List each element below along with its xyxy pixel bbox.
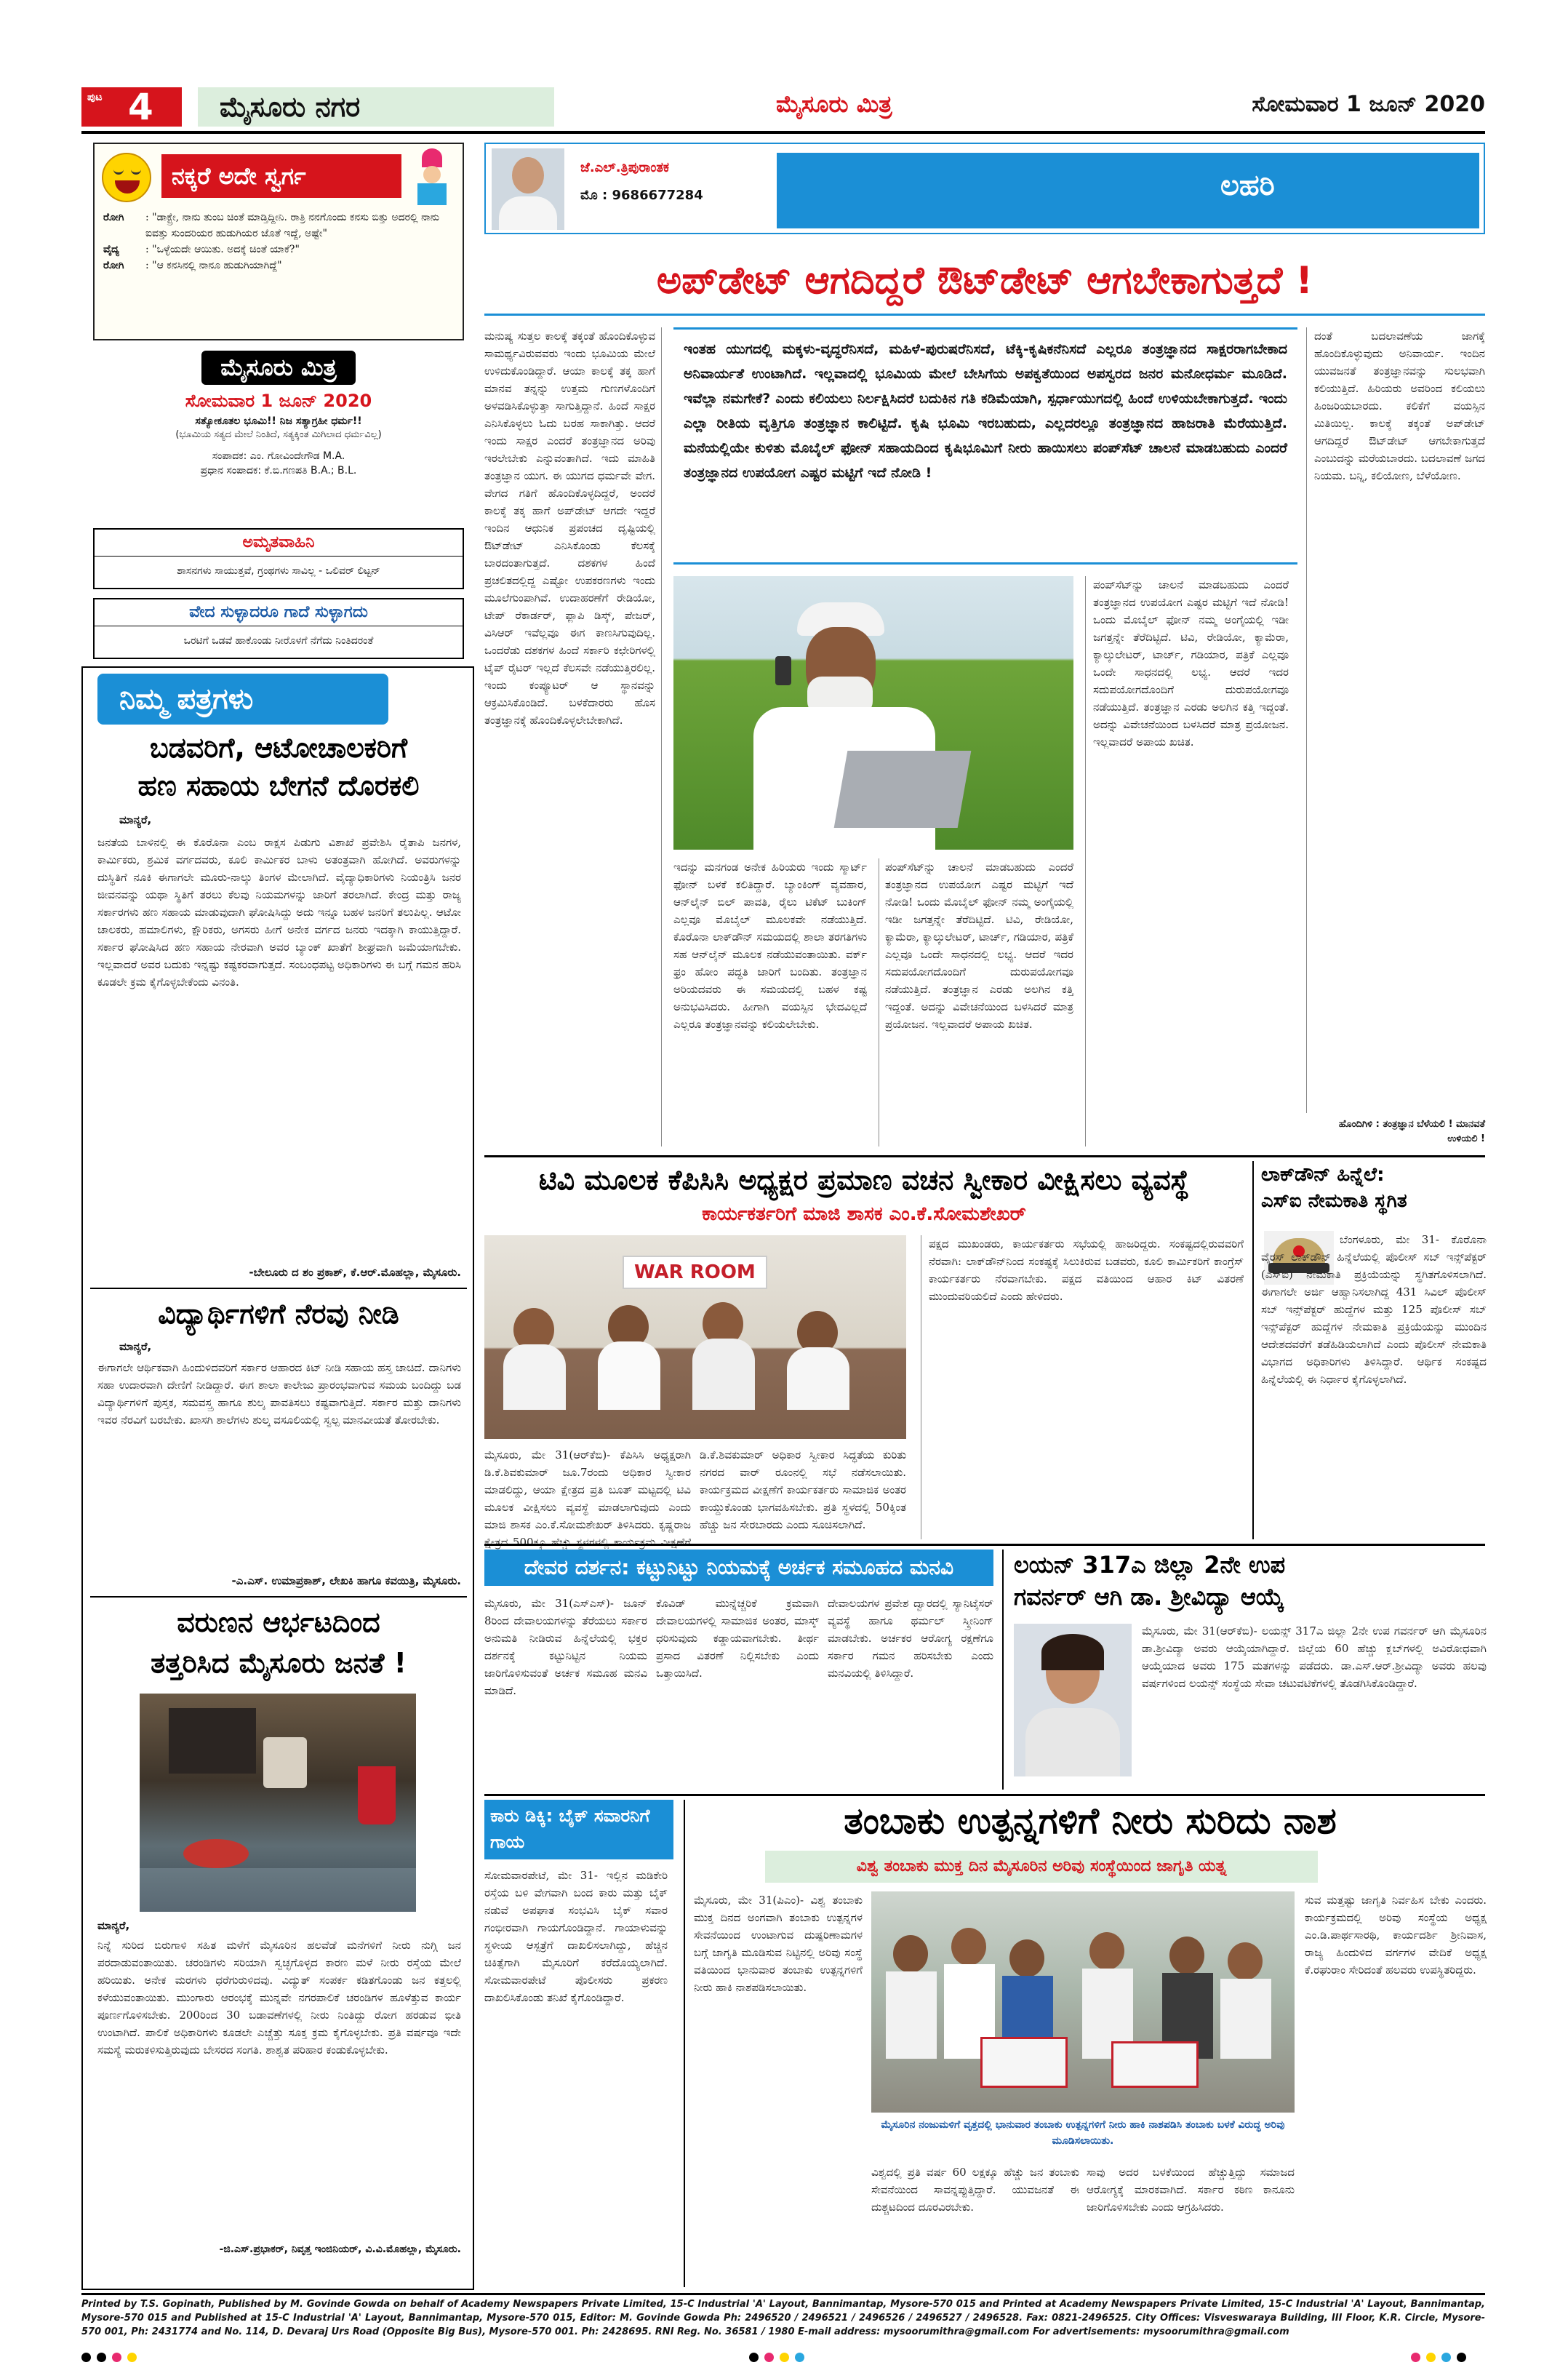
divider <box>484 1155 1485 1157</box>
humor-speaker: ರೋಗಿ <box>103 212 124 223</box>
letters-title-banner <box>97 674 388 725</box>
devara-body-2: ಕೊವಿಡ್ ಮುನ್ನೆಚ್ಚರಿಕೆ ಕ್ರಮವಾಗಿ ದೇವಾಲಯಗಳಲ್ಲಿ ಸಾಮಾಜಿಕ ಅಂತರ, ಮಾಸ್ಕ್ ಧರಿಸುವುದು ಕಡ್ಡಾಯವಾಗಬೇಕು. ತೀರ್ಥ ಪ್ರಸಾದ ವಿತರಣೆ ನಿಲ್ಲಿಸಬೇಕು ಎಂದು ಒತ್ತಾಯಿಸಿದೆ. <box>656 1597 819 1680</box>
letter3-salutation: ಮಾನ್ಯರೆ, <box>97 1919 130 1932</box>
kpcc-story <box>484 1161 1244 1549</box>
header-rule <box>81 131 1485 134</box>
header-date: ಸೋಮವಾರ 1 ಜೂನ್ 2020 <box>1252 92 1485 117</box>
flood-photo <box>140 1694 416 1912</box>
car-headline: ಕಾರು ಡಿಕ್ಕಿ: ಬೈಕ್ ಸವಾರನಿಗೆ ಗಾಯ <box>484 1800 673 1859</box>
kpcc-subhead: ಕಾರ್ಯಕರ್ತರಿಗೆ ಮಾಜಿ ಶಾಸಕ ಎಂ.ಕೆ.ಸೋಮಶೇಖರ್ <box>702 1203 1026 1225</box>
car-accident-story <box>484 1800 673 2287</box>
tobacco-story <box>684 1800 1485 2287</box>
tobacco-body-4: ಸುವ ಮತ್ತಷ್ಟು ಜಾಗೃತಿ ನಿರ್ವಹಿಸ ಬೇಕು ಎಂದರು. ಕಾರ್ಯಕ್ರಮದಲ್ಲಿ ಅರಿವು ಸಂಸ್ಥೆಯ ಅಧ್ಯಕ್ಷ ಎಂ.ಡಿ.ಪಾರ್ಥಸಾರಥಿ, ಕಾರ್ಯದರ್ಶಿ ಶ್ರೀನಿವಾಸ, ರಾಜ್ಯ ಹಿಂದುಳಿದ ವರ್ಗಗಳ ವೇದಿಕೆ ಅಧ್ಯಕ್ಷ ಕೆ.ರಘುರಾಂ ಸೇರಿದಂತೆ ಹಲವರು ಉಪಸ್ಥಿತರಿದ್ದರು. <box>1305 1894 1487 1977</box>
author-banner <box>484 143 1485 234</box>
letters-section <box>81 666 474 2290</box>
car-body: ಸೋಮವಾರಪೇಟೆ, ಮೇ 31- ಇಲ್ಲಿನ ಮಡಿಕೇರಿ ರಸ್ತೆಯ ಬಳಿ ವೇಗವಾಗಿ ಬಂದ ಕಾರು ಮತ್ತು ಬೈಕ್ ನಡುವೆ ಅಪಘಾತ ಸಂಭವಿಸಿ ಬೈಕ್ ಸವಾರ ಗಂಭೀರವಾಗಿ ಗಾಯಗೊಂಡಿದ್ದಾನೆ. ಗಾಯಾಳುವನ್ನು ಸ್ಥಳೀಯ ಆಸ್ಪತ್ರೆಗೆ ದಾಖಲಿಸಲಾಗಿದ್ದು, ಹೆಚ್ಚಿನ ಚಿಕಿತ್ಸೆಗಾಗಿ ಮೈಸೂರಿಗೆ ಕರೆದೊಯ್ಯಲಾಗಿದೆ. ಸೋಮವಾರಪೇಟೆ ಪೊಲೀಸರು ಪ್ರಕರಣ ದಾಖಲಿಸಿಕೊಂಡು ತನಿಖೆ ಕೈಗೊಂಡಿದ್ದಾರೆ. <box>484 1869 668 2004</box>
war-room-meeting-photo <box>484 1235 906 1439</box>
letter2-signature: -ಎ.ಎಸ್. ಉಮಾಪ್ರಕಾಶ್, ಲೇಖಕಿ ಹಾಗೂ ಕವಯಿತ್ರಿ, ಮೈಸೂರು. <box>231 1574 461 1587</box>
lahari-col2: ಇದನ್ನು ಮನಗಂಡ ಅನೇಕ ಹಿರಿಯರು ಇಂದು ಸ್ಮಾರ್ಟ್ ಫೋನ್ ಬಳಕೆ ಕಲಿತಿದ್ದಾರೆ. ಬ್ಯಾಂಕಿಂಗ್ ವ್ಯವಹಾರ, ಆನ್‌ಲೈನ್ ಬಿಲ್ ಪಾವತಿ, ರೈಲು ಟಿಕೆಟ್ ಬುಕಿಂಗ್ ಎಲ್ಲವೂ ಮೊಬೈಲ್ ಮೂಲಕವೇ ನಡೆಯುತ್ತಿದೆ. ಕೊರೊನಾ ಲಾಕ್‌ಡೌನ್ ಸಮಯದಲ್ಲಿ ಶಾಲಾ ತರಗತಿಗಳು ಸಹ ಆನ್‌ಲೈನ್ ಮೂಲಕ ನಡೆಯುವಂತಾಯಿತು. ವರ್ಕ್ ಫ್ರಂ ಹೋಂ ಪದ್ಧತಿ ಜಾರಿಗೆ ಬಂದಿತು. ತಂತ್ರಜ್ಞಾನ ಅರಿಯದವರು ಈ ಸಮಯದಲ್ಲಿ ಬಹಳ ಕಷ್ಟ ಅನುಭವಿಸಿದರು. ಹೀಗಾಗಿ ವಯಸ್ಸಿನ ಭೇದವಿಲ್ಲದೆ ಎಲ್ಲರೂ ತಂತ್ರಜ್ಞಾನವನ್ನು ಕಲಿಯಲೇಬೇಕು. <box>673 861 867 1031</box>
tobacco-headline: ತಂಬಾಕು ಉತ್ಪನ್ನಗಳಿಗೆ ನೀರು ಸುರಿದು ನಾಶ <box>844 1800 1337 1842</box>
farmer-with-laptop-photo <box>673 576 1073 850</box>
tobacco-photo-caption: ಮೈಸೂರಿನ ನಂಜುಮಳಿಗೆ ವೃತ್ತದಲ್ಲಿ ಭಾನುವಾರ ತಂಬಾಕು ಉತ್ಪನ್ನಗಳಿಗೆ ನೀರು ಹಾಕಿ ನಾಶಪಡಿಸಿ ತಂಬಾಕು ಬಳಕೆ ವಿರುದ್ಧ ಅರಿವು ಮೂಡಿಸಲಾಯಿತು. <box>881 2119 1285 2147</box>
humor-line: : "ಡಾಕ್ಟ್ರೇ, ನಾನು ತುಂಬ ಚಿಂತೆ ಮಾಡ್ತಿದ್ದೀನಿ. ರಾತ್ರಿ ನನಗೊಂದು ಕನಸು ಬಿತ್ತು ಅದರಲ್ಲಿ ನಾನು ಐವತ್ತು ಸುಂದರಿಯರ ಹುಡುಗಿಯರ ಜೊತೆ ಇದ್ದೆ, ಅಷ್ಟೇ" <box>145 212 440 239</box>
proverb-title: ವೇದ ಸುಳ್ಳಾದರೂ ಗಾದೆ ಸುಳ್ಳಾಗದು <box>95 599 463 626</box>
letter1-headline-2: ಹಣ ಸಹಾಯ ಬೇಗನೆ ದೊರಕಲಿ <box>137 770 420 802</box>
humor-title: ನಕ್ಕರೆ ಅದೇ ಸ್ವರ್ಗ <box>161 154 401 198</box>
amrutavahini-quote: ಶಾಸನಗಳು ಸಾಯುತ್ತವೆ, ಗ್ರಂಥಗಳು ಸಾವಿಲ್ಲ - ಒಲಿವರ್ ಲಿಟ್ಟನ್ <box>177 565 380 577</box>
letter2-headline: ವಿದ್ಯಾರ್ಥಿಗಳಿಗೆ ನೆರವು ನೀಡಿ <box>158 1298 399 1330</box>
page-number: 4 <box>128 86 153 128</box>
section-name: ಮೈಸೂರು ನಗರ <box>198 87 554 127</box>
sidebar <box>81 143 474 2289</box>
paper-info <box>93 348 464 521</box>
amrutavahini-box <box>93 528 464 589</box>
letters-title: ನಿಮ್ಮ ಪತ್ರಗಳು <box>119 682 254 716</box>
paper-date: ಸೋಮವಾರ 1 ಜೂನ್ 2020 <box>185 391 372 411</box>
paper-motto: ಸತ್ಯೋಕೂತಲ ಭೂಮಿ!! ನಿಜ ಸತ್ಯಾಗ್ರಹೀ ಧರ್ಮ!! <box>195 415 362 427</box>
page-header <box>81 84 1485 131</box>
divider <box>90 1288 467 1289</box>
letter1-headline: ಬಡವರಿಗೆ, ಆಟೋಚಾಲಕರಿಗೆ <box>149 732 408 764</box>
author-phone: ಮೊ : 9686677284 <box>580 188 703 203</box>
proverb-box <box>93 598 464 659</box>
registration-dots-left <box>81 2351 143 2365</box>
letter3-headline-2: ತತ್ತರಿಸಿದ ಮೈಸೂರು ಜನತೆ ! <box>151 1647 407 1679</box>
letter1-salutation: ಮಾನ್ಯರೆ, <box>119 813 152 826</box>
lockdown-body: ಬೆಂಗಳೂರು, ಮೇ 31- ಕೊರೊನಾ ವೈರಸ್ ಲಾಕ್‌ಡೌನ್ ಹಿನ್ನೆಲೆಯಲ್ಲಿ ಪೊಲೀಸ್ ಸಬ್ ಇನ್ಸ್‌ಪೆಕ್ಟರ್ (ಎಸ್‌ಐ) ನೇಮಕಾತಿ ಪ್ರಕ್ರಿಯೆಯನ್ನು ಸ್ಥಗಿತಗೊಳಿಸಲಾಗಿದೆ. ಈಗಾಗಲೇ ಅರ್ಜಿ ಆಹ್ವಾನಿಸಲಾಗಿದ್ದ 431 ಸಿವಿಲ್ ಪೊಲೀಸ್ ಸಬ್ ಇನ್ಸ್‌ಪೆಕ್ಟರ್ ಹುದ್ದೆಗಳ ಮತ್ತು 125 ಪೊಲೀಸ್ ಸಬ್ ಇನ್ಸ್‌ಪೆಕ್ಟರ್ ಹುದ್ದೆಗಳ ನೇಮಕಾತಿ ಪ್ರಕ್ರಿಯೆಯನ್ನು ಮುಂದಿನ ಆದೇಶದವರೆಗೆ ತಡೆಹಿಡಿಯಲಾಗಿದೆ ಎಂದು ಪೊಲೀಸ್ ನೇಮಕಾತಿ ವಿಭಾಗದ ಅಧಿಕಾರಿಗಳು ತಿಳಿಸಿದ್ದಾರೆ. ಆರ್ಥಿಕ ಸಂಕಷ್ಟದ ಹಿನ್ನೆಲೆಯಲ್ಲಿ ಈ ನಿರ್ಧಾರ ಕೈಗೊಳ್ಳಲಾಗಿದೆ. <box>1261 1233 1487 1386</box>
divider <box>484 1794 1485 1796</box>
kpcc-headline: ಟಿವಿ ಮೂಲಕ ಕೆಪಿಸಿಸಿ ಅಧ್ಯಕ್ಷರ ಪ್ರಮಾಣ ವಚನ ಸ್ವೀಕಾರ ವೀಕ್ಷಿಸಲು ವ್ಯವಸ್ಥೆ <box>538 1164 1190 1196</box>
footer-rule <box>81 2293 1485 2295</box>
page-label: ಪುಟ <box>87 92 103 103</box>
lahari-signoff: ಹೊಂದಿಗಿಳಿ : ತಂತ್ರಜ್ಞಾನ ಬೆಳೆಯಲಿ ! ಮಾನವತೆ ಉಳಿಯಲಿ ! <box>1338 1119 1485 1144</box>
author-photo <box>492 148 564 230</box>
author-name: ಜೆ.ಎಲ್.ತ್ರಿಪುರಾಂತಕ <box>580 160 669 175</box>
laughing-face-icon <box>102 153 151 202</box>
lockdown-headline-2: ಎಸ್‌ಐ ನೇಮಕಾತಿ ಸ್ಥಗಿತ <box>1261 1190 1407 1212</box>
tobacco-body-3: ಸಾವು ಅದರ ಬಳಕೆಯಿಂದ ಹೆಚ್ಚುತ್ತಿದ್ದು ಸಮಾಜದ ಆರೋಗ್ಯಕ್ಕೆ ಮಾರಕವಾಗಿದೆ. ಸರ್ಕಾರ ಕಠಿಣ ಕಾನೂನು ಜಾರಿಗೊಳಿಸಬೇಕು ಎಂದು ಆಗ್ರಹಿಸಿದರು. <box>1087 2166 1295 2214</box>
devara-story <box>484 1550 993 1790</box>
tobacco-body-2: ವಿಶ್ವದಲ್ಲಿ ಪ್ರತಿ ವರ್ಷ 60 ಲಕ್ಷಕ್ಕೂ ಹೆಚ್ಚು ಜನ ತಂಬಾಕು ಸೇವನೆಯಿಂದ ಸಾವನ್ನಪ್ಪುತ್ತಿದ್ದಾರೆ. ಯುವಜನತೆ ಈ ದುಶ್ಚಟದಿಂದ ದೂರವಿರಬೇಕು. <box>871 2166 1079 2214</box>
lions-headline-2: ಗವರ್ನರ್ ಆಗಿ ಡಾ. ಶ್ರೀವಿದ್ಯಾ ಆಯ್ಕೆ <box>1014 1583 1284 1611</box>
devara-body-3: ದೇವಾಲಯಗಳ ಪ್ರವೇಶ ದ್ವಾರದಲ್ಲಿ ಸ್ಯಾನಿಟೈಸರ್ ವ್ಯವಸ್ಥೆ ಹಾಗೂ ಥರ್ಮಲ್ ಸ್ಕ್ರೀನಿಂಗ್ ಮಾಡಬೇಕು. ಅರ್ಚಕರ ಆರೋಗ್ಯ ರಕ್ಷಣೆಗೂ ಸರ್ಕಾರ ಗಮನ ಹರಿಸಬೇಕು ಎಂದು ಮನವಿಯಲ್ಲಿ ತಿಳಿಸಿದ್ದಾರೆ. <box>828 1597 993 1680</box>
tobacco-awareness-photo <box>871 1891 1295 2113</box>
jester-icon <box>409 148 455 205</box>
letter1-body: ಜನತೆಯ ಬಾಳಿನಲ್ಲಿ ಈ ಕೊರೊನಾ ಎಂಬ ರಾಕ್ಷಸ ಪಿಡುಗು ವಿಶಾಖೆ ಪ್ರವೇಶಿಸಿ ರೈತಾಪಿ ಜನಗಳ, ಕಾರ್ಮಿಕರು, ಶ್ರಮಿಕ ವರ್ಗದವರು, ಕೂಲಿ ಕಾರ್ಮಿಕರ ಬಾಳು ಅತಂತ್ರವಾಗಿ ಹೋಗಿದೆ. ಅವರುಗಳನ್ನು ದುಸ್ಥಿತಿಗೆ ನೂಕಿ ಈಗಾಗಲೇ ಮೂರು-ನಾಲ್ಕು ತಿಂಗಳ ಮೇಲಾಗಿದೆ. ವೈದ್ಯಾಧಿಕಾರಿಗಳು ನಿಯಂತ್ರಿಸಿ ಜನರ ಜೀವನವನ್ನು ಯಥಾ ಸ್ಥಿತಿಗೆ ತರಲು ಕೆಲವು ನಿಯಮಗಳನ್ನು ಜಾರಿಗೆ ತರಲಾಗಿದೆ. ಕೇಂದ್ರ ಮತ್ತು ರಾಜ್ಯ ಸರ್ಕಾರಗಳು ಹಣ ಸಹಾಯ ಮಾಡುವುದಾಗಿ ಘೋಷಿಸಿದ್ದು ಅದು ಇನ್ನೂ ಬಹಳ ಜನರಿಗೆ ತಲುಪಿಲ್ಲ. ಆಟೋ ಚಾಲಕರು, ಹಮಾಲಿಗಳು, ಕ್ಷೌರಿಕರು, ಅಗಸರು ಹೀಗೆ ಅನೇಕ ವರ್ಗದ ಜನರು ಇದಕ್ಕಾಗಿ ಕಾಯುತ್ತಿದ್ದಾರೆ. ಸರ್ಕಾರ ಘೋಷಿಸಿದ ಹಣ ಸಹಾಯ ನೇರವಾಗಿ ಅವರ ಬ್ಯಾಂಕ್ ಖಾತೆಗೆ ಶೀಘ್ರವಾಗಿ ಜಮೆಯಾಗಬೇಕು. ಇಲ್ಲವಾದರೆ ಅವರ ಬದುಕು ಇನ್ನಷ್ಟು ಕಷ್ಟಕರವಾಗುತ್ತದೆ. ಸಂಬಂಧಪಟ್ಟ ಅಧಿಕಾರಿಗಳು ಈ ಬಗ್ಗೆ ಗಮನ ಹರಿಸಿ ಕೂಡಲೇ ಕ್ರಮ ಕೈಗೊಳ್ಳಬೇಕೆಂದು ವಿನಂತಿ. <box>97 836 461 989</box>
lockdown-headline: ಲಾಕ್‌ಡೌನ್ ಹಿನ್ನೆಲೆ: <box>1261 1164 1385 1186</box>
devara-headline: ದೇವರ ದರ್ಶನ: ಕಟ್ಟುನಿಟ್ಟು ನಿಯಮಕ್ಕೆ ಅರ್ಚಕ ಸಮೂಹದ ಮನವಿ <box>484 1550 993 1586</box>
letter3-body: ನಿನ್ನೆ ಸುರಿದ ಬಿರುಗಾಳಿ ಸಹಿತ ಮಳೆಗೆ ಮೈಸೂರಿನ ಹಲವೆಡೆ ಮನೆಗಳಿಗೆ ನೀರು ನುಗ್ಗಿ ಜನ ಪರದಾಡುವಂತಾಯಿತು. ಚರಂಡಿಗಳು ಸರಿಯಾಗಿ ಸ್ವಚ್ಛಗೊಳ್ಳದ ಕಾರಣ ಮಳೆ ನೀರು ರಸ್ತೆಯ ಮೇಲೆ ಹರಿಯಿತು. ಅನೇಕ ಮರಗಳು ಧರೆಗುರುಳಿದವು. ವಿದ್ಯುತ್ ಸಂಪರ್ಕ ಕಡಿತಗೊಂಡು ಜನ ಕತ್ತಲಲ್ಲಿ ಕಳೆಯುವಂತಾಯಿತು. ಮುಂಗಾರು ಆರಂಭಕ್ಕೆ ಮುನ್ನವೇ ನಗರಪಾಲಿಕೆ ಚರಂಡಿಗಳ ಹೂಳೆತ್ತುವ ಕಾರ್ಯ ಪೂರ್ಣಗೊಳಿಸಬೇಕು. 200ರಿಂದ 30 ಬಡಾವಣೆಗಳಲ್ಲಿ ನೀರು ನಿಂತಿದ್ದು ರೋಗ ಹರಡುವ ಭೀತಿ ಉಂಟಾಗಿದೆ. ಪಾಲಿಕೆ ಅಧಿಕಾರಿಗಳು ಕೂಡಲೇ ಎಚ್ಚೆತ್ತು ಸೂಕ್ತ ಕ್ರಮ ಕೈಗೊಳ್ಳಬೇಕು. ಪ್ರತಿ ವರ್ಷವೂ ಇದೇ ಸಮಸ್ಯೆ ಮರುಕಳಿಸುತ್ತಿರುವುದು ಬೇಸರದ ಸಂಗತಿ. ಶಾಶ್ವತ ಪರಿಹಾರ ಕಂಡುಕೊಳ್ಳಬೇಕು. <box>97 1939 461 2057</box>
humor-line: : "ಆ ಕನಸಿನಲ್ಲಿ ನಾನೂ ಹುಡುಗಿಯಾಗಿದ್ದೆ" <box>145 260 282 271</box>
humor-speaker: ರೋಗಿ <box>103 260 124 271</box>
paper-name-logo: ಮೈಸೂರು ಮಿತ್ರ <box>201 351 356 385</box>
proverb-text: ಒರಟಿಗೆ ಒಡವೆ ಹಾಕೊಂಡು ನೀರೊಳಗೆ ನೆಗೆದು ನಿಂತಿದರಂತೆ <box>183 635 374 647</box>
lahari-highlight <box>673 327 1297 565</box>
column-name-band <box>777 153 1479 228</box>
lions-headline: ಲಯನ್ 317ಎ ಜಿಲ್ಲಾ 2ನೇ ಉಪ <box>1014 1551 1286 1579</box>
kpcc-body-2: ಡಿ.ಕೆ.ಶಿವಕುಮಾರ್ ಅಧಿಕಾರ ಸ್ವೀಕಾರ ಸಿದ್ಧತೆಯ ಕುರಿತು ನಗರದ ವಾರ್ ರೂಂನಲ್ಲಿ ಸಭೆ ನಡೆಸಲಾಯಿತು. ಕಾರ್ಯಕ್ರಮದ ವೀಕ್ಷಣೆಗೆ ಕಾರ್ಯಕರ್ತರು ಸಾಮಾಜಿಕ ಅಂತರ ಕಾಯ್ದುಕೊಂಡು ಭಾಗವಹಿಸಬೇಕು. ಪ್ರತಿ ಸ್ಥಳದಲ್ಲಿ 50ಕ್ಕಿಂತ ಹೆಚ್ಚು ಜನ ಸೇರಬಾರದು ಎಂದು ಸೂಚಿಸಲಾಗಿದೆ. <box>700 1448 906 1531</box>
lions-story <box>1002 1550 1485 1790</box>
humor-speaker: ವೈದ್ಯ <box>103 244 119 255</box>
lahari-col3: ಪಂಪ್‌ಸೆಟ್‌ನ್ನು ಚಾಲನೆ ಮಾಡಬಹುದು ಎಂದರೆ ತಂತ್ರಜ್ಞಾನದ ಉಪಯೋಗ ಎಷ್ಟರ ಮಟ್ಟಿಗೆ ಇದೆ ನೋಡಿ! ಒಂದು ಮೊಬೈಲ್ ಫೋನ್ ನಮ್ಮ ಅಂಗೈಯಲ್ಲಿ ಇಡೀ ಜಗತ್ತನ್ನೇ ತೆರೆದಿಟ್ಟಿದೆ. ಟಿವಿ, ರೇಡಿಯೋ, ಕ್ಯಾಮೆರಾ, ಕ್ಯಾಲ್ಕುಲೇಟರ್, ಟಾರ್ಚ್, ಗಡಿಯಾರ, ಪತ್ರಿಕೆ ಎಲ್ಲವೂ ಒಂದೇ ಸಾಧನದಲ್ಲಿ ಲಭ್ಯ. ಆದರೆ ಇದರ ಸದುಪಯೋಗದೊಂದಿಗೆ ದುರುಪಯೋಗವೂ ನಡೆಯುತ್ತಿದೆ. ತಂತ್ರಜ್ಞಾನ ಎರಡು ಅಲಗಿನ ಕತ್ತಿ ಇದ್ದಂತೆ. ಅದನ್ನು ವಿವೇಚನೆಯಿಂದ ಬಳಸಿದರೆ ಮಾತ್ರ ಪ್ರಯೋಜನ. ಇಲ್ಲವಾದರೆ ಅಪಾಯ ಖಚಿತ. <box>879 858 1073 1146</box>
humor-dialog <box>103 210 457 274</box>
kpcc-body-1: ಮೈಸೂರು, ಮೇ 31(ಆರ್‌ಕೆಬಿ)- ಕೆಪಿಸಿಸಿ ಅಧ್ಯಕ್ಷರಾಗಿ ಡಿ.ಕೆ.ಶಿವಕುಮಾರ್ ಜೂ.7ರಂದು ಅಧಿಕಾರ ಸ್ವೀಕಾರ ಮಾಡಲಿದ್ದು, ಆಯಾ ಕ್ಷೇತ್ರದ ಪ್ರತಿ ಬೂತ್ ಮಟ್ಟದಲ್ಲಿ ಟಿವಿ ಮೂಲಕ ವೀಕ್ಷಿಸಲು ವ್ಯವಸ್ಥೆ ಮಾಡಲಾಗುವುದು ಎಂದು ಮಾಜಿ ಶಾಸಕ ಎಂ.ಕೆ.ಸೋಮಶೇಖರ್ ತಿಳಿಸಿದರು. ಕೃಷ್ಣರಾಜ ಕ್ಷೇತ್ರದ 500ಕ್ಕೂ ಹೆಚ್ಚು ಸ್ಥಳಗಳಲ್ಲಿ ಕಾರ್ಯಕ್ರಮ ವೀಕ್ಷಣೆಗೆ <box>484 1448 691 1549</box>
tobacco-body-1: ಮೈಸೂರು, ಮೇ 31(ಪಿಎಂ)- ವಿಶ್ವ ತಂಬಾಕು ಮುಕ್ತ ದಿನದ ಅಂಗವಾಗಿ ತಂಬಾಕು ಉತ್ಪನ್ನಗಳ ಸೇವನೆಯಿಂದ ಉಂಟಾಗುವ ದುಷ್ಪರಿಣಾಮಗಳ ಬಗ್ಗೆ ಜಾಗೃತಿ ಮೂಡಿಸುವ ನಿಟ್ಟಿನಲ್ಲಿ ಅರಿವು ಸಂಸ್ಥೆ ವತಿಯಿಂದ ಭಾನುವಾರ ತಂಬಾಕು ಉತ್ಪನ್ನಗಳಿಗೆ ನೀರು ಹಾಕಿ ನಾಶಪಡಿಸಲಾಯಿತು. <box>694 1894 863 1994</box>
amrutavahini-title: ಅಮೃತವಾಹಿನಿ <box>95 530 463 557</box>
letter3-headline: ವರುಣನ ಆರ್ಭಟದಿಂದ <box>177 1606 380 1638</box>
humor-line: : "ಒಳ್ಳೆಯದೇ ಆಯಿತು. ಅದಕ್ಕೆ ಚಿಂತೆ ಯಾಕೆ?" <box>145 244 300 255</box>
lahari-col4: ದಂತೆ ಬದಲಾವಣೆಯ ಜಾಗಕ್ಕೆ ಹೊಂದಿಕೊಳ್ಳುವುದು ಅನಿವಾರ್ಯ. ಇಂದಿನ ಯುವಜನತೆ ತಂತ್ರಜ್ಞಾನವನ್ನು ಸುಲಭವಾಗಿ ಕಲಿಯುತ್ತಿದೆ. ಹಿರಿಯರು ಅವರಿಂದ ಕಲಿಯಲು ಹಿಂಜರಿಯಬಾರದು. ಕಲಿಕೆಗೆ ವಯಸ್ಸಿನ ಮಿತಿಯಿಲ್ಲ. ಕಾಲಕ್ಕೆ ತಕ್ಕಂತೆ ಅಪ್‌ಡೇಟ್ ಆಗದಿದ್ದರೆ ಔಟ್‌ಡೇಟ್ ಆಗಬೇಕಾಗುತ್ತದೆ ಎಂಬುದನ್ನು ಮರೆಯಬಾರದು. ಬದಲಾವಣೆ ಜಗದ ನಿಯಮ. ಬನ್ನಿ, ಕಲಿಯೋಣ, ಬೆಳೆಯೋಣ. <box>1306 327 1485 1113</box>
lions-body: ಮೈಸೂರು, ಮೇ 31(ಆರ್‌ಕೆಬಿ)- ಲಯನ್ಸ್ 317ಎ ಜಿಲ್ಲಾ 2ನೇ ಉಪ ಗವರ್ನರ್ ಆಗಿ ಮೈಸೂರಿನ ಡಾ.ಶ್ರೀವಿದ್ಯಾ ಅವರು ಆಯ್ಕೆಯಾಗಿದ್ದಾರೆ. ಜಿಲ್ಲೆಯ 60 ಹೆಚ್ಚು ಕ್ಲಬ್‌ಗಳಲ್ಲಿ ಅವಿರೋಧವಾಗಿ ಆಯ್ಕೆಯಾದ ಅವರು 175 ಮತಗಳನ್ನು ಪಡೆದರು. ಡಾ.ಎಸ್.ಆರ್.ಶ್ರೀವಿದ್ಯಾ ಅವರು ಹಲವು ವರ್ಷಗಳಿಂದ ಲಯನ್ಸ್ ಸಂಸ್ಥೆಯ ಸೇವಾ ಚಟುವಟಿಕೆಗಳಲ್ಲಿ ತೊಡಗಿಸಿಕೊಂಡಿದ್ದಾರೆ. <box>1142 1624 1487 1690</box>
lahari-col1: ಮನುಷ್ಯ ಸುತ್ತಲ ಕಾಲಕ್ಕೆ ತಕ್ಕಂತೆ ಹೊಂದಿಕೊಳ್ಳುವ ಸಾಮರ್ಥ್ಯವಿರುವವರು ಇಂದು ಭೂಮಿಯ ಮೇಲೆ ಉಳಿದುಕೊಂಡಿದ್ದಾರೆ. ಆಯಾ ಕಾಲಕ್ಕೆ ತಕ್ಕ ಹಾಗೆ ಮಾನವ ತನ್ನನ್ನು ಉತ್ತಮ ಗುಣಗಳೊಂದಿಗೆ ಅಳವಡಿಸಿಕೊಳ್ಳುತ್ತಾ ಸಾಗುತ್ತಿದ್ದಾನೆ. ಹಿಂದೆ ಸಾಕ್ಷರ ಎನಿಸಿಕೊಳ್ಳಲು ಓದು ಬರಹ ಸಾಕಾಗಿತ್ತು. ಆದರೆ ಇಂದು ಸಾಕ್ಷರ ಎಂದರೆ ತಂತ್ರಜ್ಞಾನದ ಅರಿವು ಇರಲೇಬೇಕು ಎನ್ನುವಂತಾಗಿದೆ. ಇದು ಮಾಹಿತಿ ತಂತ್ರಜ್ಞಾನ ಯುಗ. ಈ ಯುಗದ ಧರ್ಮವೇ ವೇಗ. ವೇಗದ ಗತಿಗೆ ಹೊಂದಿಕೊಳ್ಳದಿದ್ದರೆ, ಅಂದರೆ ಕಾಲಕ್ಕೆ ತಕ್ಕ ಹಾಗೆ ಅಪ್‌ಡೇಟ್ ಆಗದೇ ಇದ್ದರೆ ಇಂದಿನ ಆಧುನಿಕ ಪ್ರಪಂಚದ ದೃಷ್ಟಿಯಲ್ಲಿ ಔಟ್‌ಡೇಟ್ ಎನಿಸಿಕೊಂಡು ಕೆಲಸಕ್ಕೆ ಬಾರದಂತಾಗುತ್ತದೆ. ದಶಕಗಳ ಹಿಂದೆ ಪ್ರಚಲಿತದಲ್ಲಿದ್ದ ಎಷ್ಟೋ ಉಪಕರಣಗಳು ಇಂದು ಮೂಲೆಗುಂಪಾಗಿವೆ. ಉದಾಹರಣೆಗೆ ರೇಡಿಯೋ, ಟೇಪ್ ರೆಕಾರ್ಡರ್, ಫ್ಲಾಪಿ ಡಿಸ್ಕ್, ಪೇಜರ್, ವಿಸಿಆರ್ ಇವೆಲ್ಲವೂ ಈಗ ಕಾಣಸಿಗುವುದಿಲ್ಲ. ಒಂದರೆಡು ದಶಕಗಳ ಹಿಂದೆ ಸರ್ಕಾರಿ ಕಛೇರಿಗಳಲ್ಲಿ ಟೈಪ್ ರೈಟರ್ ಇಲ್ಲದೆ ಕೆಲಸವೇ ನಡೆಯುತ್ತಿರಲಿಲ್ಲ. ಇಂದು ಕಂಪ್ಯೂಟರ್ ಆ ಸ್ಥಾನವನ್ನು ಆಕ್ರಮಿಸಿಕೊಂಡಿದೆ. ಬಳಕೆದಾರರು ಹೊಸ ತಂತ್ರಜ್ಞಾನಕ್ಕೆ ಹೊಂದಿಕೊಳ್ಳಲೇಬೇಕಾಗಿದೆ. <box>484 327 662 1146</box>
lahari-headline: ಅಪ್‌ಡೇಟ್ ಆಗದಿದ್ದರೆ ಔಟ್‌ಡೇಟ್ ಆಗಬೇಕಾಗುತ್ತದೆ ! <box>484 246 1485 316</box>
humor-box <box>93 143 464 340</box>
devara-body-1: ಮೈಸೂರು, ಮೇ 31(ಎಸ್‌ಎಸ್)- ಜೂನ್ 8ರಿಂದ ದೇವಾಲಯಗಳನ್ನು ತೆರೆಯಲು ಸರ್ಕಾರ ಅನುಮತಿ ನೀಡಿರುವ ಹಿನ್ನೆಲೆಯಲ್ಲಿ ಭಕ್ತರ ದರ್ಶನಕ್ಕೆ ಕಟ್ಟುನಿಟ್ಟಿನ ನಿಯಮ ಜಾರಿಗೊಳಿಸುವಂತೆ ಅರ್ಚಕ ಸಮೂಹ ಮನವಿ ಮಾಡಿದೆ. <box>484 1597 647 1697</box>
divider <box>90 1596 467 1598</box>
letter2-salutation: ಮಾನ್ಯರೆ, <box>119 1340 152 1353</box>
portrait-photo <box>1014 1624 1132 1776</box>
letter1-signature: -ಬೇಲೂರು ದ ಶಂ ಪ್ರಕಾಶ್, ಕೆ.ಆರ್.ಮೊಹಲ್ಲಾ, ಮೈಸೂರು. <box>249 1266 461 1279</box>
war-room-banner: WAR ROOM <box>623 1256 767 1289</box>
kpcc-body-3: ಪಕ್ಷದ ಮುಖಂಡರು, ಕಾರ್ಯಕರ್ತರು ಸಭೆಯಲ್ಲಿ ಹಾಜರಿದ್ದರು. ಸಂಕಷ್ಟದಲ್ಲಿರುವವರಿಗೆ ನೆರವಾಗಿ: ಲಾಕ್‌ಡೌನ್‌ನಿಂದ ಸಂಕಷ್ಟಕ್ಕೆ ಸಿಲುಕಿರುವ ಬಡವರು, ಕೂಲಿ ಕಾರ್ಮಿಕರಿಗೆ ಕಾಂಗ್ರೆಸ್ ಕಾರ್ಯಕರ್ತರು ನೆರವಾಗಬೇಕು. ಪಕ್ಷದ ವತಿಯಿಂದ ಆಹಾರ ಕಿಟ್ ವಿತರಣೆ ಮುಂದುವರಿಯಲಿದೆ ಎಂದು ಹೇಳಿದರು. <box>921 1235 1244 1539</box>
paper-motto-translation: (ಭೂಮಿಯ ಸತ್ಯದ ಮೇಲೆ ನಿಂತಿದೆ, ಸತ್ಯಕ್ಕಿಂತ ಮಿಗಿಲಾದ ಧರ್ಮವಿಲ್ಲ) <box>175 429 382 440</box>
lockdown-story <box>1252 1161 1485 1539</box>
masthead: ಮೈಸೂರು ಮಿತ್ರ <box>776 90 892 118</box>
highlight-text: ಇಂತಹ ಯುಗದಲ್ಲಿ ಮಕ್ಕಳು-ವೃದ್ಧರೆನಿಸದೆ, ಮಹಿಳೆ-ಪುರುಷರೆನಿಸದೆ, ಟೆಕ್ಕಿ-ಕೃಷಿಕನೆನಿಸದೆ ಎಲ್ಲರೂ ತಂತ್ರಜ್ಞಾನದ ಸಾಕ್ಷರರಾಗಬೇಕಾದ ಅನಿವಾರ್ಯತೆ ಉಂಟಾಗಿದೆ. ಇಲ್ಲವಾದಲ್ಲಿ ಭೂಮಿಯ ಮೇಲೆ ಬೇಸಿಗೆಯ ಅಪಕ್ವತೆಯಿಂದ ಅಪಸ್ವರದ ಜನರ ಮನೋಧರ್ಮ ಮೂಡಿದೆ. ಇವೆಲ್ಲಾ ನಮಗೇಕೆ? ಎಂದು ಕಲಿಯಲು ನಿರ್ಲಕ್ಷಿಸಿದರೆ ಬದುಕಿನ ಗತಿ ಕಡಿಮೆಯಾಗಿ, ಸ್ಪರ್ಧಾಯುಗದಲ್ಲಿ ಹಿಂದೆ ಉಳಿಯಬೇಕಾಗುತ್ತದೆ. ಇಂದು ಎಲ್ಲಾ ರೀತಿಯ ವೃತ್ತಿಗೂ ತಂತ್ರಜ್ಞಾನ ಕಾಲಿಟ್ಟಿದೆ. ಕೃಷಿ ಭೂಮಿ ಇರಬಹುದು, ಎಲ್ಲದರಲ್ಲೂ ತಂತ್ರಜ್ಞಾನದ ಹಾಜರಾತಿ ಮೆರೆಯುತ್ತಿದೆ. ಮನೆಯಲ್ಲಿಯೇ ಕುಳಿತು ಮೊಬೈಲ್ ಫೋನ್ ಸಹಾಯದಿಂದ ಕೃಷಿಭೂಮಿಗೆ ನೀರು ಹಾಯಿಸಲು ಪಂಪ್‌ಸೆಟ್ ಚಾಲನೆ ಮಾಡಬಹುದು ಎಂದರೆ ತಂತ್ರಜ್ಞಾನದ ಉಪಯೋಗ ಎಷ್ಟರ ಮಟ್ಟಿಗೆ ಇದೆ ನೋಡಿ ! <box>684 341 1287 481</box>
letter3-signature: -ಜಿ.ಎಸ್.ಪ್ರಭಾಕರ್, ನಿವೃತ್ತ ಇಂಜಿನಿಯರ್, ವಿ.ವಿ.ಮೊಹಲ್ಲಾ, ಮೈಸೂರು. <box>219 2244 461 2255</box>
imprint: Printed by T.S. Gopinath, Published by M. Govinde Gowda on behalf of Academy Newspapers Private Limited, 15-C Industrial 'A' Layout, Bannimantap, Mysore-570 015 and Printed at Academy Newspapers Private Limited, 15-C Industrial 'A' Layout, Bannimantap, Mysore-570 015 and Published at 15-C Industrial 'A' Layout, Bannimantap, Mysore-570 015, Editor: M. Govinde Gowda Ph: 2496520 / 2496521 / 2496526 / 2496527 / 2496528. Fax: 0821-2496525. City Offices: Visveswaraya Building, III Floor, K.R. Circle, Mysore-570 001, Ph: 2431774 and No. 114, D. Devaraj Urs Road (Opposite Big Bus), Mysore-570 001. Ph: 2428695. RNI Reg. No. 36581 / 1980 E-mail address: mysoorumithra@gmail.com For advertisements: mysoorumithra@gmail.com <box>81 2299 1485 2337</box>
registration-dots-right <box>1411 2351 1472 2365</box>
editor-credit: ಸಂಪಾದಕ: ಎಂ. ಗೋವಿಂದೇಗೌಡ M.A. <box>212 450 345 462</box>
column-name: ಲಹರಿ <box>1220 169 1275 202</box>
tobacco-subhead: ವಿಶ್ವ ತಂಬಾಕು ಮುಕ್ತ ದಿನ ಮೈಸೂರಿನ ಅರಿವು ಸಂಸ್ಥೆಯಿಂದ ಜಾಗೃತಿ ಯತ್ನ <box>765 1851 1318 1883</box>
page-number-badge <box>81 87 182 127</box>
lahari-col3-upper: ಪಂಪ್‌ಸೆಟ್‌ನ್ನು ಚಾಲನೆ ಮಾಡಬಹುದು ಎಂದರೆ ತಂತ್ರಜ್ಞಾನದ ಉಪಯೋಗ ಎಷ್ಟರ ಮಟ್ಟಿಗೆ ಇದೆ ನೋಡಿ! ಒಂದು ಮೊಬೈಲ್ ಫೋನ್ ನಮ್ಮ ಅಂಗೈಯಲ್ಲಿ ಇಡೀ ಜಗತ್ತನ್ನೇ ತೆರೆದಿಟ್ಟಿದೆ. ಟಿವಿ, ರೇಡಿಯೋ, ಕ್ಯಾಮೆರಾ, ಕ್ಯಾಲ್ಕುಲೇಟರ್, ಟಾರ್ಚ್, ಗಡಿಯಾರ, ಪತ್ರಿಕೆ ಎಲ್ಲವೂ ಒಂದೇ ಸಾಧನದಲ್ಲಿ ಲಭ್ಯ. ಆದರೆ ಇದರ ಸದುಪಯೋಗದೊಂದಿಗೆ ದುರುಪಯೋಗವೂ ನಡೆಯುತ್ತಿದೆ. ತಂತ್ರಜ್ಞಾನ ಎರಡು ಅಲಗಿನ ಕತ್ತಿ ಇದ್ದಂತೆ. ಅದನ್ನು ವಿವೇಚನೆಯಿಂದ ಬಳಸಿದರೆ ಮಾತ್ರ ಪ್ರಯೋಜನ. ಇಲ್ಲವಾದರೆ ಅಪಾಯ ಖಚಿತ. <box>1085 576 1289 1146</box>
chief-editor-credit: ಪ್ರಧಾನ ಸಂಪಾದಕ: ಕೆ.ಬಿ.ಗಣಪತಿ B.A.; B.L. <box>200 465 357 476</box>
registration-dots-center <box>749 2351 810 2365</box>
lahari-article <box>484 143 1485 1149</box>
divider <box>484 1544 1485 1546</box>
letter2-body: ಈಗಾಗಲೇ ಆರ್ಥಿಕವಾಗಿ ಹಿಂದುಳಿದವರಿಗೆ ಸರ್ಕಾರ ಆಹಾರದ ಕಿಟ್ ನೀಡಿ ಸಹಾಯ ಹಸ್ತ ಚಾಚಿದೆ. ದಾನಿಗಳು ಸಹಾ ಉದಾರವಾಗಿ ದೇಣಿಗೆ ನೀಡಿದ್ದಾರೆ. ಈಗ ಶಾಲಾ ಕಾಲೇಜು ಪ್ರಾರಂಭವಾಗುವ ಸಮಯ ಬಂದಿದ್ದು ಬಡ ವಿದ್ಯಾರ್ಥಿಗಳಿಗೆ ಪುಸ್ತಕ, ಸಮವಸ್ತ್ರ ಹಾಗೂ ಶುಲ್ಕ ಪಾವತಿಸಲು ಕಷ್ಟವಾಗುತ್ತಿದೆ. ಸರ್ಕಾರ ಮತ್ತು ದಾನಿಗಳು ಇವರ ನೆರವಿಗೆ ಬರಬೇಕು. ಖಾಸಗಿ ಶಾಲೆಗಳು ಶುಲ್ಕ ವಸೂಲಿಯಲ್ಲಿ ಸ್ವಲ್ಪ ಮಾನವೀಯತೆ ತೋರಬೇಕು. <box>97 1361 461 1427</box>
